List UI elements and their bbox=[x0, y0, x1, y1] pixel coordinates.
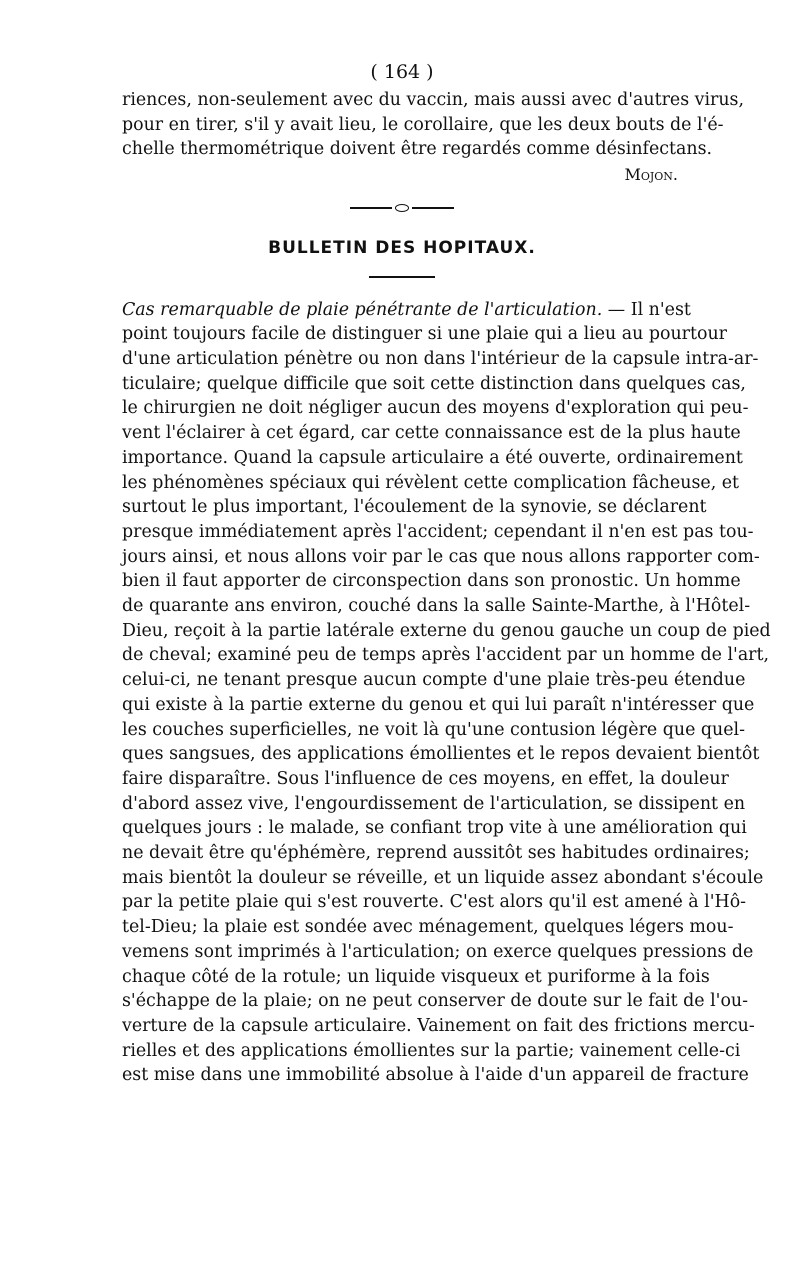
text-line: d'abord assez vive, l'engourdissement de l'articulation, se dissipent en bbox=[122, 793, 746, 814]
text-line: faire disparaître. Sous l'influence de ces moyens, en effet, la douleur bbox=[122, 768, 729, 789]
text-line: s'échappe de la plaie; on ne peut conserver de doute sur le fait de l'ou- bbox=[122, 991, 748, 1012]
text-line: vent l'éclairer à cet égard, car cette connaissance est de la plus haute bbox=[122, 423, 741, 444]
text-line: bien il faut apporter de circonspection dans son pronostic. Un homme bbox=[122, 571, 741, 592]
text-line: rielles et des applications émollientes sur la partie; vainement celle-ci bbox=[122, 1040, 741, 1061]
page-number: ( 164 ) bbox=[370, 61, 434, 83]
ornament-divider bbox=[122, 198, 682, 218]
article-title-continuation: — Il n'est bbox=[602, 299, 691, 320]
author-signature: Mojon. bbox=[624, 165, 678, 185]
text-line: point toujours facile de distinguer si une plaie qui a lieu au pourtour bbox=[122, 324, 727, 345]
book-page bbox=[122, 58, 771, 1088]
ornament-center bbox=[395, 204, 409, 212]
heading-rule bbox=[369, 276, 435, 278]
text-line: tel-Dieu; la plaie est sondée avec ménagement, quelques légers mou- bbox=[122, 917, 734, 938]
text-line: mais bientôt la douleur se réveille, et un liquide assez abondant s'écoule bbox=[122, 867, 764, 888]
ornament-bar-left bbox=[350, 207, 392, 209]
text-line: surtout le plus important, l'écoulement de la synovie, se déclarent bbox=[122, 497, 707, 518]
text-line: les phénomènes spéciaux qui révèlent cette complication fâcheuse, et bbox=[122, 472, 740, 493]
text-line: presque immédiatement après l'accident; cependant il n'en est pas tou- bbox=[122, 521, 754, 542]
text-line: ticulaire; quelque difficile que soit cette distinction dans quelques cas, bbox=[122, 373, 746, 394]
text-line: de cheval; examiné peu de temps après l'accident par un homme de l'art, bbox=[122, 645, 770, 666]
text-line: chelle thermométrique doivent être regardés comme désinfectans. bbox=[122, 139, 713, 160]
text-line: ne devait être qu'éphémère, reprend aussitôt ses habitudes ordinaires; bbox=[122, 843, 750, 864]
text-line: quelques jours : le malade, se confiant trop vite à une amélioration qui bbox=[122, 818, 747, 839]
intro-paragraph bbox=[122, 88, 745, 162]
text-line: celui-ci, ne tenant presque aucun compte d'une plaie très-peu étendue bbox=[122, 670, 746, 691]
article-lines bbox=[122, 322, 771, 1088]
article-first-line bbox=[122, 298, 691, 323]
text-line: ques sangsues, des applications émollientes et le repos devaient bientôt bbox=[122, 744, 760, 765]
text-line: jours ainsi, et nous allons voir par le cas que nous allons rapporter com- bbox=[122, 546, 760, 567]
text-line: verture de la capsule articulaire. Vainement on fait des frictions mercu- bbox=[122, 1016, 755, 1036]
text-line: les couches superficielles, ne voit là qu'une contusion légère que quel- bbox=[122, 719, 745, 740]
text-line: de quarante ans environ, couché dans la salle Sainte-Marthe, à l'Hôtel- bbox=[122, 596, 751, 617]
section-heading: BULLETIN DES HOPITAUX. bbox=[268, 238, 536, 259]
text-line: pour en tirer, s'il y avait lieu, le corollaire, que les deux bouts de l'é- bbox=[122, 114, 724, 135]
article-title: Cas remarquable de plaie pénétrante de l'articulation. bbox=[122, 299, 603, 320]
text-line: importance. Quand la capsule articulaire a été ouverte, ordinairement bbox=[122, 447, 743, 468]
article-body bbox=[122, 298, 771, 1089]
text-line: chaque côté de la rotule; un liquide visqueux et puriforme à la fois bbox=[122, 966, 710, 987]
ornament-bar-right bbox=[412, 207, 454, 209]
text-line: vemens sont imprimés à l'articulation; on exerce quelques pressions de bbox=[122, 941, 754, 962]
text-line: qui existe à la partie externe du genou et qui lui paraît n'intéresser que bbox=[122, 694, 755, 715]
text-line: le chirurgien ne doit négliger aucun des moyens d'exploration qui peu- bbox=[122, 398, 749, 419]
text-line: par la petite plaie qui s'est rouverte. C'est alors qu'il est amené à l'Hô- bbox=[122, 892, 747, 913]
text-line: d'une articulation pénètre ou non dans l'intérieur de la capsule intra-ar- bbox=[122, 349, 759, 370]
text-line: riences, non-seulement avec du vaccin, mais aussi avec d'autres virus, bbox=[122, 90, 745, 110]
text-line: Dieu, reçoit à la partie latérale externe du genou gauche un coup de pied bbox=[122, 620, 771, 641]
text-line: est mise dans une immobilité absolue à l'aide d'un appareil de fracture bbox=[122, 1065, 749, 1086]
